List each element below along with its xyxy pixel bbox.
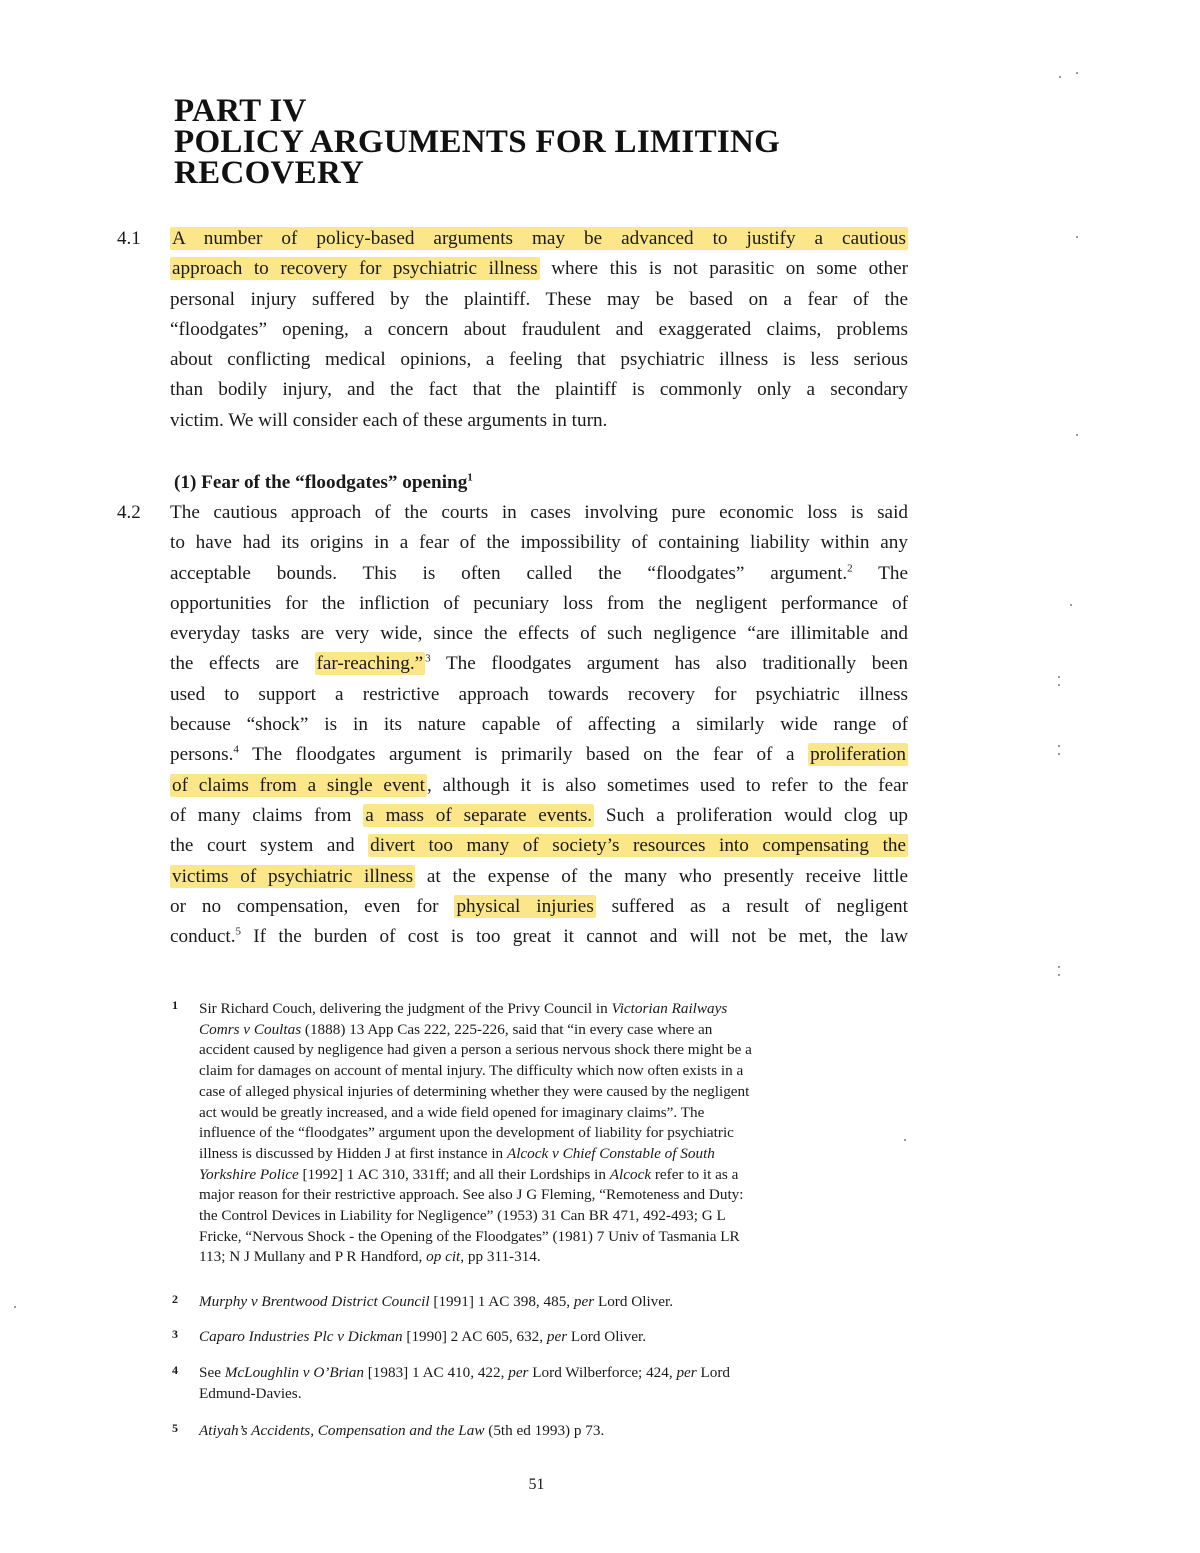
footnote-ref: 5 — [235, 925, 242, 938]
footnote-ref: 4 — [233, 743, 239, 756]
case-name: Alcock — [609, 1165, 652, 1183]
highlight: of claims from a single event — [172, 774, 425, 796]
text-run: If the burden of cost is too great it cannot and will not be met, the law — [241, 926, 908, 948]
text-run: at the expense of the many who presently receive little — [415, 865, 908, 887]
highlight: a mass of separate events. — [365, 804, 593, 826]
text-line: victim. We will consider each of these arguments in turn. — [170, 409, 608, 431]
text-run: illness is discussed by Hidden J at first instance in — [199, 1144, 507, 1162]
case-name: Caparo Industries Plc v Dickman — [199, 1328, 403, 1345]
paragraph-number: 4.1 — [117, 228, 141, 249]
text-run: persons. — [170, 744, 234, 766]
footnote-ref: 1 — [467, 471, 473, 484]
text-run: conduct. — [170, 926, 236, 948]
scan-speck — [1058, 966, 1060, 968]
per-label: per — [573, 1293, 595, 1310]
text-run: The floodgates argument is primarily based on the fear of a — [238, 744, 809, 766]
footnote-line: the Control Devices in Liability for Negligence” (1953) 31 Can BR 471, 492-493; G L — [199, 1207, 726, 1225]
text-run: [1983] 1 AC 410, 422, — [363, 1364, 509, 1381]
footnote-line: major reason for their restrictive approach. See also J G Fleming, “Remoteness and Duty: — [199, 1186, 744, 1204]
footnote-3 — [199, 1327, 905, 1348]
paragraph-4-2 — [170, 498, 908, 952]
footnote-1 — [199, 999, 905, 1268]
text-run: suffered as a result of negligent — [595, 895, 908, 917]
highlight: proliferation — [810, 744, 906, 766]
footnote-line: influence of the “floodgates” argument upon the development of liability for psychiatric — [199, 1124, 734, 1142]
footnote-marker: 5 — [172, 1421, 178, 1435]
case-name: Victorian Railways — [611, 1000, 728, 1017]
text-run: Lord Wilberforce; 424, — [528, 1364, 677, 1381]
footnote-ref: 3 — [425, 653, 431, 666]
text-run: [1990] 2 AC 605, 632, — [402, 1328, 547, 1345]
part-title-line-1: POLICY ARGUMENTS FOR LIMITING — [174, 124, 781, 160]
footnote-line: claim for damages on account of mental injury. The difficulty which now often exists in a — [199, 1062, 744, 1080]
scan-speck — [1058, 684, 1060, 686]
text-run: the effects are — [170, 653, 315, 675]
text-run: or no compensation, even for — [170, 895, 455, 917]
paragraph-number: 4.2 — [117, 502, 141, 523]
paragraph-4-1 — [170, 224, 908, 436]
highlight: far-reaching.” — [316, 653, 424, 675]
text-run: refer to it as a — [651, 1165, 739, 1183]
scan-speck — [1058, 753, 1060, 755]
scan-speck — [904, 1139, 906, 1141]
footnote-2 — [199, 1292, 905, 1313]
footnote-ref: 2 — [847, 562, 853, 575]
text-line: everyday tasks are very wide, since the effects of such negligence “are illimitable and — [170, 623, 908, 645]
text-line: opportunities for the infliction of pecuniary loss from the negligent performance of — [170, 592, 908, 614]
scan-speck — [1059, 76, 1061, 78]
subheading-text: (1) Fear of the “floodgates” opening — [174, 472, 468, 493]
footnote-marker: 4 — [172, 1363, 178, 1377]
case-name: Yorkshire Police — [199, 1165, 299, 1183]
per-label: per — [676, 1364, 697, 1381]
scan-speck — [14, 1306, 16, 1308]
text-line: about conflicting medical opinions, a feeling that psychiatric illness is less serious — [170, 349, 908, 371]
text-run: [1992] 1 AC 310, 331ff; and all their Lordships in — [298, 1165, 610, 1183]
footnote-line: Edmund-Davies. — [199, 1384, 302, 1402]
text-run: , pp 311-314. — [460, 1248, 541, 1266]
scan-speck — [1058, 676, 1060, 678]
footnote-marker: 3 — [172, 1327, 178, 1341]
footnote-line: Fricke, “Nervous Shock - the Opening of the Floodgates” (1981) 7 Univ of Tasmania LR — [199, 1227, 740, 1245]
case-name: Comrs v Coultas — [199, 1020, 302, 1038]
text-line: “floodgates” opening, a concern about fraudulent and exaggerated claims, problems — [170, 318, 908, 340]
text-run: The — [852, 562, 908, 584]
text-line: than bodily injury, and the fact that the plaintiff is commonly only a secondary — [170, 379, 908, 401]
per-label: per — [508, 1364, 529, 1381]
text-run: the court system and — [170, 835, 369, 857]
scan-speck — [1076, 72, 1078, 74]
part-title-line-2: RECOVERY — [174, 155, 365, 191]
highlight: victims of psychiatric illness — [172, 865, 414, 887]
page-number: 51 — [528, 1476, 545, 1493]
section-subheading — [174, 470, 473, 496]
case-name: Murphy v Brentwood District Council — [199, 1293, 430, 1310]
case-name: McLoughlin v O’Brian — [224, 1364, 364, 1381]
text-run: Lord — [696, 1364, 731, 1381]
part-heading — [174, 93, 934, 191]
text-run: 113; N J Mullany and P R Handford, — [199, 1248, 427, 1266]
highlight: A number of policy-based arguments may be advanced to justify a cautious — [172, 228, 906, 249]
text-run: (5th ed 1993) p 73. — [484, 1422, 605, 1439]
footnote-4 — [199, 1363, 905, 1404]
text-line: because “shock” is in its nature capable of affecting a similarly wide range of — [170, 714, 908, 736]
text-run: of many claims from — [170, 804, 364, 826]
footnote-line: accident caused by negligence had given a person a serious nervous shock there might be a — [199, 1041, 752, 1059]
highlight: divert too many of society’s resources into compensating the — [370, 835, 907, 857]
text-run: , although it is also sometimes used to refer to the fear — [426, 774, 908, 796]
text-line: to have had its origins in a fear of the impossibility of containing liability within any — [170, 532, 908, 554]
scan-speck — [1058, 745, 1060, 747]
per-label: per — [546, 1328, 568, 1345]
text-run: acceptable bounds. This is often called the “floodgates” argument. — [170, 562, 848, 584]
text-run: See — [199, 1364, 225, 1381]
book-title: Atiyah’s Accidents, Compensation and the Law — [199, 1422, 485, 1439]
footnote-line: act would be greatly increased, and a wide field opened for imaginary claims”. The — [199, 1103, 705, 1121]
highlight: physical injuries — [456, 895, 594, 917]
text-run: (1888) 13 App Cas 222, 225-226, said that “in every case where an — [301, 1020, 713, 1038]
highlight: approach to recovery for psychiatric illness — [172, 258, 538, 280]
footnote-line: case of alleged physical injuries of determining whether they were caused by the negligent — [199, 1082, 750, 1100]
text-line: The cautious approach of the courts in cases involving pure economic loss is said — [170, 502, 908, 523]
case-name: Alcock v Chief Constable of South — [506, 1144, 715, 1162]
text-run: Such a proliferation would clog up — [594, 804, 909, 826]
footnote-marker: 1 — [172, 998, 178, 1012]
text-line: personal injury suffered by the plaintiff. These may be based on a fear of the — [170, 288, 908, 310]
footnote-5 — [199, 1421, 905, 1442]
text-run: where this is not parasitic on some other — [539, 258, 909, 280]
scan-speck — [1058, 974, 1060, 976]
text-run: [1991] 1 AC 398, 485, — [429, 1293, 574, 1310]
text-run: Lord Oliver. — [594, 1293, 674, 1310]
text-line: used to support a restrictive approach towards recovery for psychiatric illness — [170, 683, 908, 705]
text-run: Sir Richard Couch, delivering the judgment of the Privy Council in — [199, 1000, 612, 1017]
scan-speck — [1076, 434, 1078, 436]
part-label: PART IV — [174, 93, 307, 129]
footnote-marker: 2 — [172, 1292, 178, 1306]
scan-speck — [1070, 604, 1072, 606]
text-run: The floodgates argument has also traditionally been — [430, 653, 908, 675]
scan-speck — [1076, 236, 1078, 238]
citation-abbrev: op cit — [426, 1248, 461, 1266]
text-run: Lord Oliver. — [567, 1328, 646, 1345]
